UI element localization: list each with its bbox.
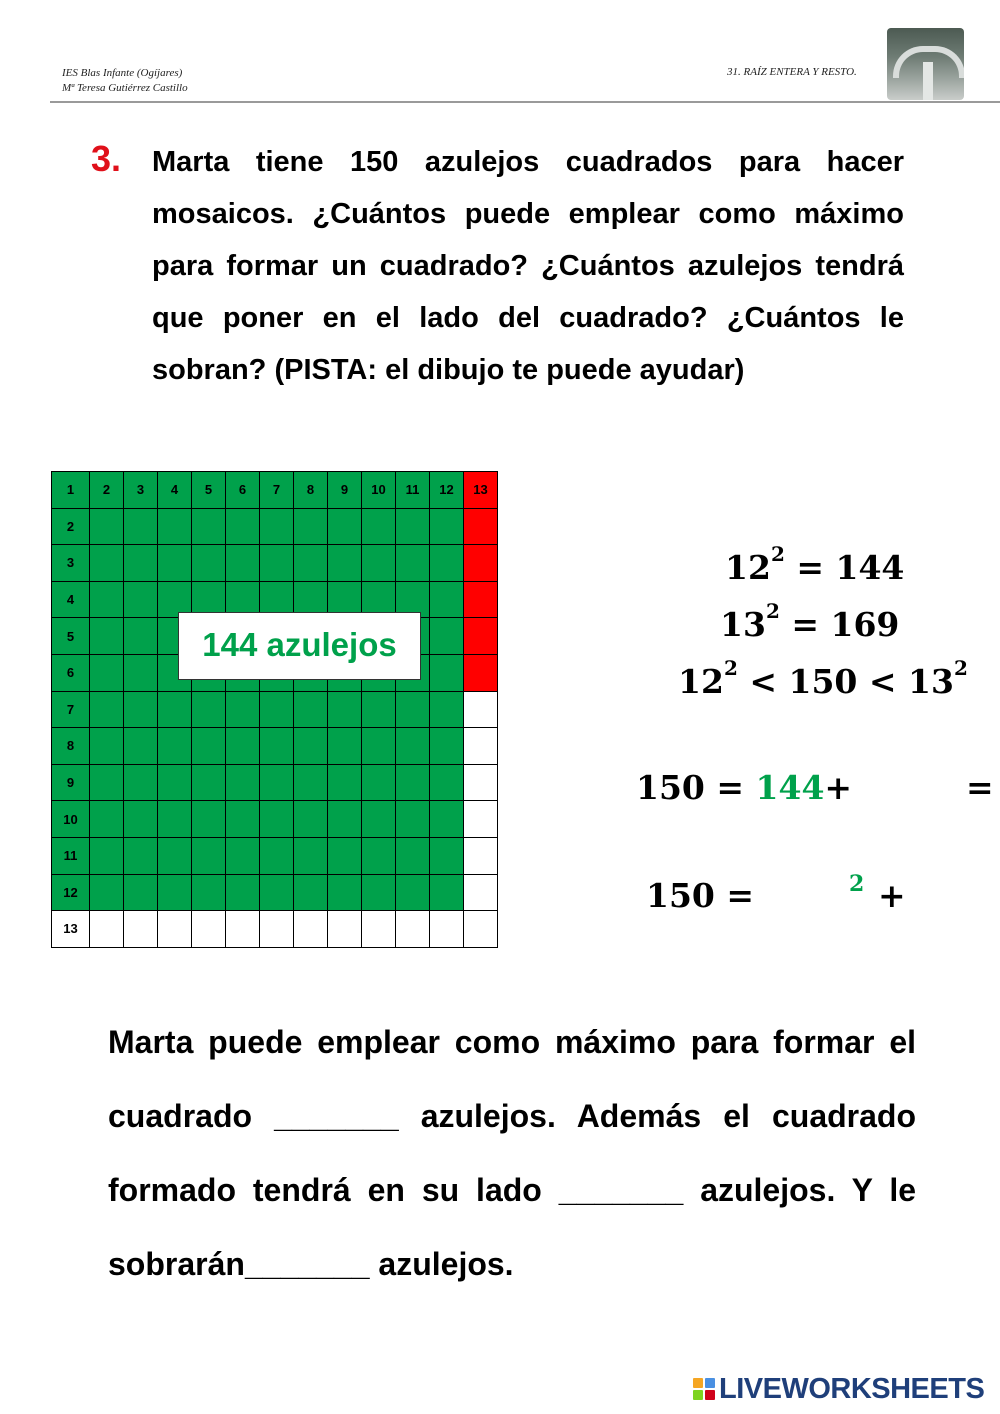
grid-cell <box>294 508 328 545</box>
grid-cell <box>90 508 124 545</box>
grid-cell <box>294 911 328 948</box>
logo-square <box>705 1378 715 1388</box>
header-left <box>62 66 188 96</box>
grid-cell <box>90 837 124 874</box>
grid-cell: 10 <box>52 801 90 838</box>
grid-cell: 7 <box>52 691 90 728</box>
grid-cell <box>430 728 464 765</box>
grid-cell <box>158 874 192 911</box>
grid-cell <box>260 764 294 801</box>
grid-cell <box>328 911 362 948</box>
grid-cell <box>396 508 430 545</box>
grid-cell: 2 <box>52 508 90 545</box>
grid-cell <box>158 545 192 582</box>
grid-cell <box>430 691 464 728</box>
grid-cell <box>158 691 192 728</box>
grid-cell <box>396 728 430 765</box>
grid-cell <box>158 801 192 838</box>
tile-count-label: 144 azulejos <box>178 612 421 680</box>
grid-cell <box>430 654 464 691</box>
grid-cell <box>260 545 294 582</box>
problem-statement: Marta tiene 150 azulejos cuadrados para hacer mosaicos. ¿Cuántos puede emplear como máximo para formar un cuadrado? ¿Cuántos azulejos tendrá que poner en el lado del cuadrado? ¿Cuántos le sobran? (PISTA: el dibujo te puede ayudar) <box>152 146 904 386</box>
grid-cell: 11 <box>52 837 90 874</box>
grid-cell: 3 <box>124 472 158 509</box>
grid-cell <box>192 508 226 545</box>
inequality: $12^2 < 150 < 13^2$ <box>678 656 968 701</box>
grid-cell <box>192 691 226 728</box>
grid-cell <box>124 911 158 948</box>
grid-cell <box>124 581 158 618</box>
grid-row <box>52 472 498 509</box>
school-name: IES Blas Infante (Ogíjares) <box>62 67 183 79</box>
grid-cell: 12 <box>52 874 90 911</box>
grid-cell: 12 <box>430 472 464 509</box>
grid-cell <box>192 728 226 765</box>
grid-row <box>52 911 498 948</box>
author-name: Mª Teresa Gutiérrez Castillo <box>62 82 188 94</box>
grid-cell <box>158 764 192 801</box>
grid-cell: 1 <box>52 472 90 509</box>
grid-cell <box>396 691 430 728</box>
grid-cell <box>396 764 430 801</box>
logo-text: LIVEWORKSHEETS <box>719 1372 985 1405</box>
grid-cell <box>396 545 430 582</box>
grid-cell <box>226 728 260 765</box>
grid-cell <box>464 508 498 545</box>
grid-cell <box>464 618 498 655</box>
grid-cell <box>192 911 226 948</box>
grid-cell <box>226 764 260 801</box>
grid-cell <box>90 728 124 765</box>
grid-cell <box>362 764 396 801</box>
grid-cell <box>124 874 158 911</box>
grid-cell <box>430 874 464 911</box>
grid-cell <box>294 691 328 728</box>
grid-cell <box>158 508 192 545</box>
grid-cell <box>328 764 362 801</box>
grid-cell: 9 <box>52 764 90 801</box>
grid-cell <box>158 837 192 874</box>
grid-cell <box>260 728 294 765</box>
grid-cell <box>294 728 328 765</box>
grid-cell <box>260 911 294 948</box>
grid-cell <box>464 874 498 911</box>
grid-cell <box>192 874 226 911</box>
grid-cell <box>430 508 464 545</box>
grid-cell <box>226 801 260 838</box>
grid-cell <box>90 545 124 582</box>
header-divider <box>50 101 1000 103</box>
grid-cell <box>260 691 294 728</box>
grid-cell <box>226 837 260 874</box>
eq-13-squared: $13^2 = 169$ <box>720 599 900 644</box>
grid-cell <box>362 545 396 582</box>
grid-cell <box>90 691 124 728</box>
grid-cell <box>124 837 158 874</box>
grid-cell <box>396 801 430 838</box>
tile-grid <box>51 471 498 948</box>
header-photo <box>887 28 964 100</box>
logo-square <box>693 1390 703 1400</box>
grid-cell <box>192 545 226 582</box>
grid-cell <box>158 728 192 765</box>
grid-cell <box>192 801 226 838</box>
grid-cell: 10 <box>362 472 396 509</box>
grid-cell <box>464 764 498 801</box>
grid-cell <box>124 654 158 691</box>
grid-cell <box>90 874 124 911</box>
grid-cell <box>226 508 260 545</box>
grid-cell <box>260 837 294 874</box>
grid-cell <box>362 801 396 838</box>
grid-cell <box>328 874 362 911</box>
grid-cell <box>124 618 158 655</box>
grid-cell <box>90 764 124 801</box>
grid-cell <box>362 911 396 948</box>
grid-cell <box>362 508 396 545</box>
grid-cell <box>464 581 498 618</box>
grid-cell: 3 <box>52 545 90 582</box>
grid-cell: 6 <box>52 654 90 691</box>
grid-cell <box>362 691 396 728</box>
grid-cell <box>328 545 362 582</box>
grid-cell <box>430 911 464 948</box>
grid-cell: 13 <box>464 472 498 509</box>
grid-cell <box>90 654 124 691</box>
grid-cell <box>328 508 362 545</box>
grid-cell <box>294 874 328 911</box>
grid-cell <box>328 801 362 838</box>
decomposition-exponent: 2 <box>849 871 865 897</box>
grid-cell <box>464 545 498 582</box>
grid-cell <box>396 911 430 948</box>
grid-cell <box>124 508 158 545</box>
grid-cell <box>90 581 124 618</box>
grid-cell <box>90 618 124 655</box>
decomposition-sum: 150 = 144+ <box>636 768 853 807</box>
grid-cell <box>362 874 396 911</box>
grid-cell: 9 <box>328 472 362 509</box>
grid-cell <box>430 764 464 801</box>
grid-row <box>52 874 498 911</box>
answer-paragraph: Marta puede emplear como máximo para formar el cuadrado _______ azulejos. Además el cuadrado formado tendrá en su lado _______ azulejos. Y le sobrarán_______ azulejos. <box>108 1024 916 1282</box>
grid-cell <box>362 837 396 874</box>
grid-row <box>52 764 498 801</box>
grid-cell <box>430 618 464 655</box>
grid-cell <box>430 801 464 838</box>
grid-cell <box>328 728 362 765</box>
grid-cell <box>226 874 260 911</box>
grid-cell: 6 <box>226 472 260 509</box>
grid-cell <box>226 911 260 948</box>
grid-cell <box>226 691 260 728</box>
grid-cell: 5 <box>52 618 90 655</box>
grid-cell <box>362 728 396 765</box>
logo-square <box>705 1390 715 1400</box>
grid-row <box>52 801 498 838</box>
liveworksheets-logo <box>693 1374 984 1404</box>
grid-cell <box>158 911 192 948</box>
grid-cell: 11 <box>396 472 430 509</box>
grid-cell <box>294 764 328 801</box>
grid-cell <box>294 837 328 874</box>
grid-cell <box>124 545 158 582</box>
grid-cell <box>124 691 158 728</box>
decomposition-plus: + <box>878 876 906 915</box>
logo-icon <box>693 1378 715 1400</box>
grid-cell <box>464 654 498 691</box>
grid-cell <box>430 837 464 874</box>
grid-cell: 13 <box>52 911 90 948</box>
grid-cell <box>430 581 464 618</box>
grid-row <box>52 691 498 728</box>
problem-number: 3. <box>91 138 122 179</box>
grid-cell <box>328 837 362 874</box>
grid-cell <box>260 508 294 545</box>
grid-cell <box>294 545 328 582</box>
grid-cell: 4 <box>52 581 90 618</box>
grid-cell: 4 <box>158 472 192 509</box>
grid-row <box>52 837 498 874</box>
grid-cell <box>328 691 362 728</box>
grid-row <box>52 545 498 582</box>
grid-cell <box>90 801 124 838</box>
grid-cell: 7 <box>260 472 294 509</box>
grid-cell <box>294 801 328 838</box>
grid-cell <box>396 837 430 874</box>
grid-cell <box>430 545 464 582</box>
grid-cell <box>396 874 430 911</box>
grid-cell: 8 <box>52 728 90 765</box>
grid-row <box>52 508 498 545</box>
grid-cell <box>226 545 260 582</box>
grid-cell <box>464 837 498 874</box>
grid-row <box>52 728 498 765</box>
decomposition-square-left: 150 = <box>646 876 755 915</box>
grid-cell <box>464 691 498 728</box>
grid-cell <box>124 728 158 765</box>
grid-cell <box>192 764 226 801</box>
grid-cell <box>464 801 498 838</box>
logo-square <box>693 1378 703 1388</box>
grid-cell <box>464 728 498 765</box>
grid-cell <box>192 837 226 874</box>
grid-cell <box>464 911 498 948</box>
grid-cell <box>124 801 158 838</box>
grid-cell: 2 <box>90 472 124 509</box>
grid-cell: 5 <box>192 472 226 509</box>
eq-12-squared: $12^2 = 144$ <box>725 542 905 587</box>
grid-cell <box>260 874 294 911</box>
grid-cell <box>124 764 158 801</box>
decomposition-equals: = <box>966 768 994 807</box>
grid-cell: 8 <box>294 472 328 509</box>
grid-cell <box>260 801 294 838</box>
grid-cell <box>90 911 124 948</box>
topic-title: 31. RAÍZ ENTERA Y RESTO. <box>727 66 857 78</box>
